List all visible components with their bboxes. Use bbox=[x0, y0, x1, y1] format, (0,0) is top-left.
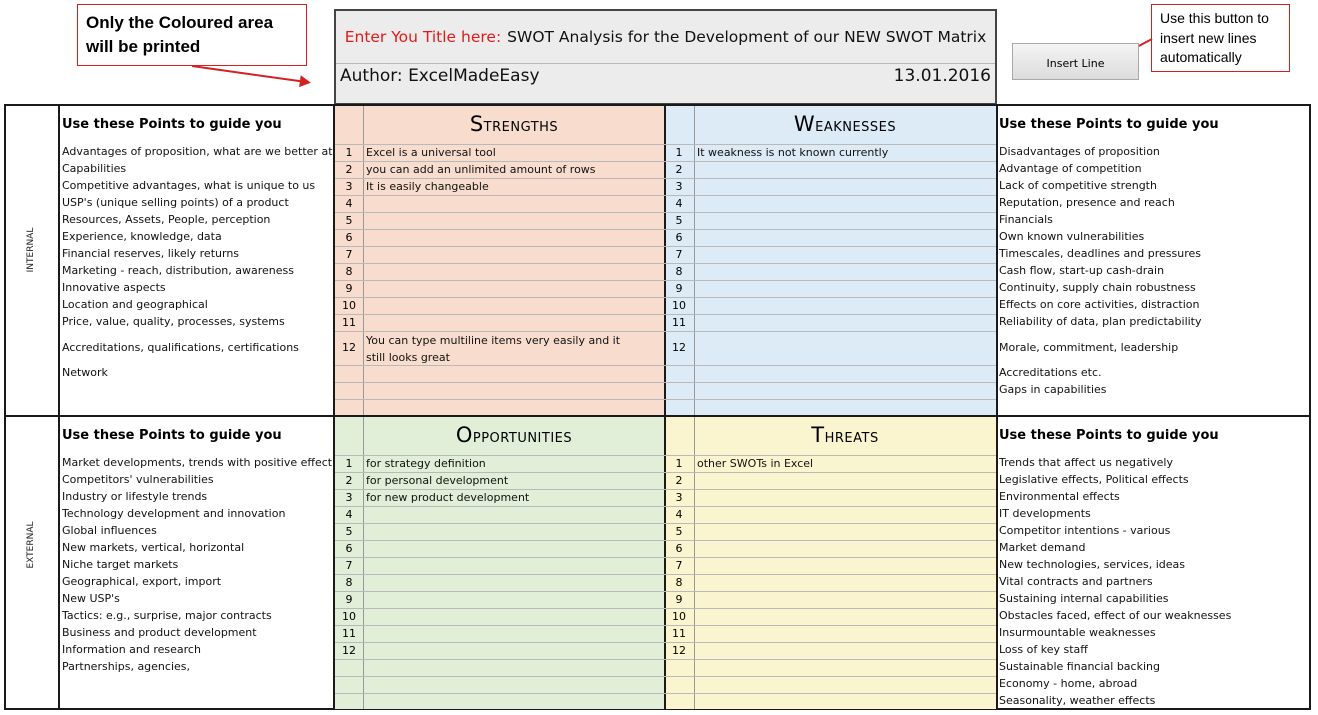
strengths-entry[interactable]: It is easily changeable bbox=[366, 180, 489, 193]
internal-left-guide-item: Price, value, quality, processes, systems bbox=[62, 315, 285, 328]
external-right-guide-item: Sustainable financial backing bbox=[999, 660, 1160, 673]
external-label: EXTERNAL bbox=[26, 521, 36, 569]
weaknesses-row-number: 5 bbox=[675, 213, 683, 227]
internal-right-guide-item: Continuity, supply chain robustness bbox=[999, 281, 1196, 294]
internal-left-guide-item: Financial reserves, likely returns bbox=[62, 247, 240, 260]
internal-left-guide-item: Advantages of proposition, what are we better at bbox=[62, 145, 333, 158]
internal-left-guide-item: Accreditations, qualifications, certifications bbox=[62, 341, 299, 354]
opportunities-row-number: 9 bbox=[345, 592, 353, 606]
external-left-guide-item: Business and product development bbox=[62, 626, 257, 639]
internal-right-guide-item: Advantage of competition bbox=[999, 162, 1142, 175]
threats-heading-rest: HREATS bbox=[824, 431, 879, 446]
strengths-entry[interactable]: Excel is a universal tool bbox=[366, 146, 496, 159]
strengths-entry[interactable]: You can type multiline items very easily and it still looks great bbox=[366, 334, 621, 364]
strengths-row-number: 9 bbox=[345, 281, 353, 295]
weaknesses-heading-initial: W bbox=[793, 112, 816, 136]
internal-right-guide-item: Accreditations etc. bbox=[999, 366, 1102, 379]
strengths-row-number: 12 bbox=[342, 341, 356, 354]
internal-left-guide-heading: Use these Points to guide you bbox=[62, 117, 282, 132]
external-right-guide-item: Market demand bbox=[999, 541, 1086, 554]
divider-section-label bbox=[58, 104, 60, 710]
weaknesses-heading bbox=[695, 112, 995, 136]
internal-right-guide-item: Own known vulnerabilities bbox=[999, 230, 1145, 243]
opportunities-row-line bbox=[335, 676, 665, 677]
opportunities-row-line bbox=[335, 608, 665, 609]
external-right-guide-item: Obstacles faced, effect of our weaknesses bbox=[999, 609, 1232, 622]
weaknesses-row-line bbox=[665, 212, 996, 213]
title-prefix: Enter You Title here: bbox=[344, 28, 502, 46]
external-right-guide-item: Competitor intentions - various bbox=[999, 524, 1171, 537]
threats-row-line bbox=[665, 591, 996, 592]
threats-row-line bbox=[665, 693, 996, 694]
threats-row-number: 5 bbox=[675, 524, 683, 538]
threats-row-number: 9 bbox=[675, 592, 683, 606]
weaknesses-entry[interactable]: It weakness is not known currently bbox=[697, 146, 889, 159]
opportunities-row-number: 6 bbox=[345, 541, 353, 555]
opportunities-num-sep bbox=[363, 417, 364, 709]
threats-row-number: 2 bbox=[675, 473, 683, 487]
weaknesses-row-number: 7 bbox=[675, 247, 683, 261]
threats-row-line bbox=[665, 659, 996, 660]
threats-row-line bbox=[665, 506, 996, 507]
external-left-guide-heading: Use these Points to guide you bbox=[62, 428, 282, 443]
weaknesses-row-number: 12 bbox=[672, 341, 686, 354]
strengths-row-line bbox=[335, 229, 665, 230]
external-right-guide-heading: Use these Points to guide you bbox=[999, 428, 1219, 443]
weaknesses-row-number: 11 bbox=[672, 315, 686, 329]
threats-row-line bbox=[665, 557, 996, 558]
external-left-guide-item: Market developments, trends with positive effect bbox=[62, 456, 333, 469]
opportunities-row-line bbox=[335, 625, 665, 626]
internal-left-guide-item: Marketing - reach, distribution, awareness bbox=[62, 264, 294, 277]
strengths-row-number: 2 bbox=[345, 162, 353, 176]
internal-left-guide-item: Location and geographical bbox=[62, 298, 208, 311]
opportunities-row-line bbox=[335, 642, 665, 643]
threats-heading bbox=[695, 423, 995, 447]
internal-right-guide-item: Disadvantages of proposition bbox=[999, 145, 1160, 158]
internal-right-guide-item: Reliability of data, plan predictability bbox=[999, 315, 1202, 328]
weaknesses-row-line bbox=[665, 263, 996, 264]
opportunities-row-line bbox=[335, 659, 665, 660]
threats-row-number: 12 bbox=[672, 643, 686, 657]
external-left-guide-item: Global influences bbox=[62, 524, 157, 537]
strengths-num-sep bbox=[363, 106, 364, 415]
weaknesses-row-number: 10 bbox=[672, 298, 686, 312]
opportunities-row-number: 5 bbox=[345, 524, 353, 538]
strengths-heading-initial: S bbox=[469, 112, 484, 136]
strengths-row-number: 1 bbox=[345, 145, 353, 159]
external-right-guide-item: Economy - home, abroad bbox=[999, 677, 1138, 690]
weaknesses-row-line bbox=[665, 280, 996, 281]
external-left-guide-item: New USP's bbox=[62, 592, 120, 605]
weaknesses-row-line bbox=[665, 314, 996, 315]
external-right-guide-item: Insurmountable weaknesses bbox=[999, 626, 1156, 639]
weaknesses-row-line bbox=[665, 382, 996, 383]
opportunities-row-number: 8 bbox=[345, 575, 353, 589]
weaknesses-row-line bbox=[665, 297, 996, 298]
insert-line-button[interactable]: Insert Line bbox=[1012, 43, 1139, 80]
external-right-guide-item: Legislative effects, Political effects bbox=[999, 473, 1189, 486]
strengths-row-number: 7 bbox=[345, 247, 353, 261]
threats-row-number: 4 bbox=[675, 507, 683, 521]
external-right-guide-item: Loss of key staff bbox=[999, 643, 1088, 656]
strengths-row-line bbox=[335, 280, 665, 281]
opportunities-row-line bbox=[335, 574, 665, 575]
weaknesses-row-line bbox=[665, 399, 996, 400]
opportunities-entry[interactable]: for personal development bbox=[366, 474, 509, 487]
opportunities-row-number: 4 bbox=[345, 507, 353, 521]
strengths-row-line bbox=[335, 314, 665, 315]
strengths-row-line bbox=[335, 212, 665, 213]
threats-row-line bbox=[665, 676, 996, 677]
internal-right-guide-item: Financials bbox=[999, 213, 1053, 226]
divider-right-guide bbox=[996, 104, 998, 710]
external-right-guide-item: Trends that affect us negatively bbox=[999, 456, 1173, 469]
internal-left-guide-item: Resources, Assets, People, perception bbox=[62, 213, 271, 226]
print-area-note: Only the Coloured area will be printed bbox=[77, 4, 307, 66]
external-left-guide-item: Geographical, export, import bbox=[62, 575, 222, 588]
internal-left-guide-item: Competitive advantages, what is unique to us bbox=[62, 179, 316, 192]
weaknesses-row-line bbox=[665, 178, 996, 179]
insert-button-note: Use this button to insert new lines automatically bbox=[1151, 4, 1290, 72]
opportunities-row-number: 1 bbox=[345, 456, 353, 470]
weaknesses-row-line bbox=[665, 246, 996, 247]
strengths-heading-rest: TRENGTHS bbox=[483, 120, 559, 135]
external-left-guide-item: Industry or lifestyle trends bbox=[62, 490, 208, 503]
weaknesses-row-line bbox=[665, 365, 996, 366]
threats-row-number: 6 bbox=[675, 541, 683, 555]
weaknesses-row-number: 6 bbox=[675, 230, 683, 244]
threats-row-number: 8 bbox=[675, 575, 683, 589]
weaknesses-row-number: 1 bbox=[675, 145, 683, 159]
threats-row-line bbox=[665, 642, 996, 643]
opportunities-row-number: 12 bbox=[342, 643, 356, 657]
internal-right-guide-item: Lack of competitive strength bbox=[999, 179, 1157, 192]
strengths-row-number: 5 bbox=[345, 213, 353, 227]
threats-row-line bbox=[665, 608, 996, 609]
external-left-guide-item: New markets, vertical, horizontal bbox=[62, 541, 245, 554]
internal-left-guide-item: Network bbox=[62, 366, 108, 379]
opportunities-row-number: 3 bbox=[345, 490, 353, 504]
weaknesses-row-number: 2 bbox=[675, 162, 683, 176]
opportunities-row-line bbox=[335, 591, 665, 592]
external-left-guide-item: Niche target markets bbox=[62, 558, 179, 571]
threats-row-number: 10 bbox=[672, 609, 686, 623]
opportunities-heading bbox=[364, 423, 664, 447]
internal-right-guide-item: Effects on core activities, distraction bbox=[999, 298, 1200, 311]
title-box bbox=[334, 9, 997, 105]
weaknesses-row-number: 3 bbox=[675, 179, 683, 193]
opportunities-entry[interactable]: for new product development bbox=[366, 491, 530, 504]
weaknesses-row-line bbox=[665, 195, 996, 196]
strengths-row-number: 6 bbox=[345, 230, 353, 244]
weaknesses-row-line bbox=[665, 229, 996, 230]
threats-row-line bbox=[665, 574, 996, 575]
strengths-row-number: 4 bbox=[345, 196, 353, 210]
opportunities-row-number: 7 bbox=[345, 558, 353, 572]
strengths-heading bbox=[364, 112, 664, 136]
internal-right-guide-item: Gaps in capabilities bbox=[999, 383, 1107, 396]
external-right-guide-item: IT developments bbox=[999, 507, 1091, 520]
internal-left-guide-item: Experience, knowledge, data bbox=[62, 230, 222, 243]
weaknesses-row-line bbox=[665, 161, 996, 162]
opportunities-row-number: 2 bbox=[345, 473, 353, 487]
threats-heading-initial: T bbox=[811, 423, 825, 447]
weaknesses-row-number: 4 bbox=[675, 196, 683, 210]
threats-row-line bbox=[665, 523, 996, 524]
external-left-guide-item: Technology development and innovation bbox=[62, 507, 286, 520]
weaknesses-heading-rest: EAKNESSES bbox=[815, 120, 897, 135]
internal-left-guide-item: Innovative aspects bbox=[62, 281, 166, 294]
divider-internal-external bbox=[4, 415, 1311, 417]
threats-row-number: 1 bbox=[675, 456, 683, 470]
weaknesses-num-sep bbox=[694, 106, 695, 415]
threats-row-line bbox=[665, 472, 996, 473]
threats-row-line bbox=[665, 625, 996, 626]
external-left-guide-item: Competitors' vulnerabilities bbox=[62, 473, 214, 486]
internal-right-guide-item: Morale, commitment, leadership bbox=[999, 341, 1179, 354]
threats-row-line bbox=[665, 489, 996, 490]
weaknesses-row-number: 8 bbox=[675, 264, 683, 278]
threats-row-line bbox=[665, 540, 996, 541]
strengths-row-line bbox=[335, 195, 665, 196]
title-line[interactable] bbox=[336, 11, 995, 64]
opportunities-row-line bbox=[335, 693, 665, 694]
date-field[interactable]: 13.01.2016 bbox=[893, 66, 991, 86]
opportunities-row-line bbox=[335, 523, 665, 524]
strengths-row-line bbox=[335, 246, 665, 247]
threats-num-sep bbox=[694, 417, 695, 709]
page-title: SWOT Analysis for the Development of our NEW SWOT Matrix bbox=[507, 28, 987, 46]
threats-row-number: 3 bbox=[675, 490, 683, 504]
internal-right-guide-item: Reputation, presence and reach bbox=[999, 196, 1175, 209]
strengths-row-line bbox=[335, 382, 665, 383]
author-field[interactable]: Author: ExcelMadeEasy bbox=[340, 66, 540, 86]
strengths-row-line bbox=[335, 297, 665, 298]
opportunities-entry[interactable]: for strategy definition bbox=[366, 457, 486, 470]
external-left-guide-item: Information and research bbox=[62, 643, 201, 656]
opportunities-row-line bbox=[335, 540, 665, 541]
weaknesses-row-number: 9 bbox=[675, 281, 683, 295]
opportunities-heading-rest: PPORTUNITIES bbox=[472, 431, 573, 446]
opportunities-row-number: 10 bbox=[342, 609, 356, 623]
external-right-guide-item: Environmental effects bbox=[999, 490, 1120, 503]
opportunities-row-number: 11 bbox=[342, 626, 356, 640]
external-right-guide-item: Vital contracts and partners bbox=[999, 575, 1153, 588]
threats-entry[interactable]: other SWOTs in Excel bbox=[697, 457, 814, 470]
strengths-entry[interactable]: you can add an unlimited amount of rows bbox=[366, 163, 596, 176]
opportunities-row-line bbox=[335, 506, 665, 507]
strengths-row-number: 11 bbox=[342, 315, 356, 329]
internal-right-guide-item: Timescales, deadlines and pressures bbox=[999, 247, 1201, 260]
external-left-guide-item: Tactics: e.g., surprise, major contracts bbox=[62, 609, 272, 622]
external-left-guide-item: Partnerships, agencies, bbox=[62, 660, 191, 673]
threats-row-number: 11 bbox=[672, 626, 686, 640]
internal-left-guide-item: Capabilities bbox=[62, 162, 127, 175]
external-right-guide-item: New technologies, services, ideas bbox=[999, 558, 1186, 571]
internal-right-guide-item: Cash flow, start-up cash-drain bbox=[999, 264, 1165, 277]
strengths-row-number: 8 bbox=[345, 264, 353, 278]
strengths-row-number: 10 bbox=[342, 298, 356, 312]
weaknesses-row-line bbox=[665, 331, 996, 332]
opportunities-row-line bbox=[335, 557, 665, 558]
internal-right-guide-heading: Use these Points to guide you bbox=[999, 117, 1219, 132]
opportunities-heading-initial: O bbox=[455, 423, 473, 447]
internal-left-guide-item: USP's (unique selling points) of a product bbox=[62, 196, 289, 209]
strengths-row-line bbox=[335, 263, 665, 264]
internal-label: INTERNAL bbox=[26, 227, 36, 273]
strengths-row-line bbox=[335, 399, 665, 400]
external-right-guide-item: Seasonality, weather effects bbox=[999, 694, 1156, 707]
arrow-print-note bbox=[192, 65, 309, 83]
external-right-guide-item: Sustaining internal capabilities bbox=[999, 592, 1169, 605]
strengths-row-number: 3 bbox=[345, 179, 353, 193]
threats-row-number: 7 bbox=[675, 558, 683, 572]
